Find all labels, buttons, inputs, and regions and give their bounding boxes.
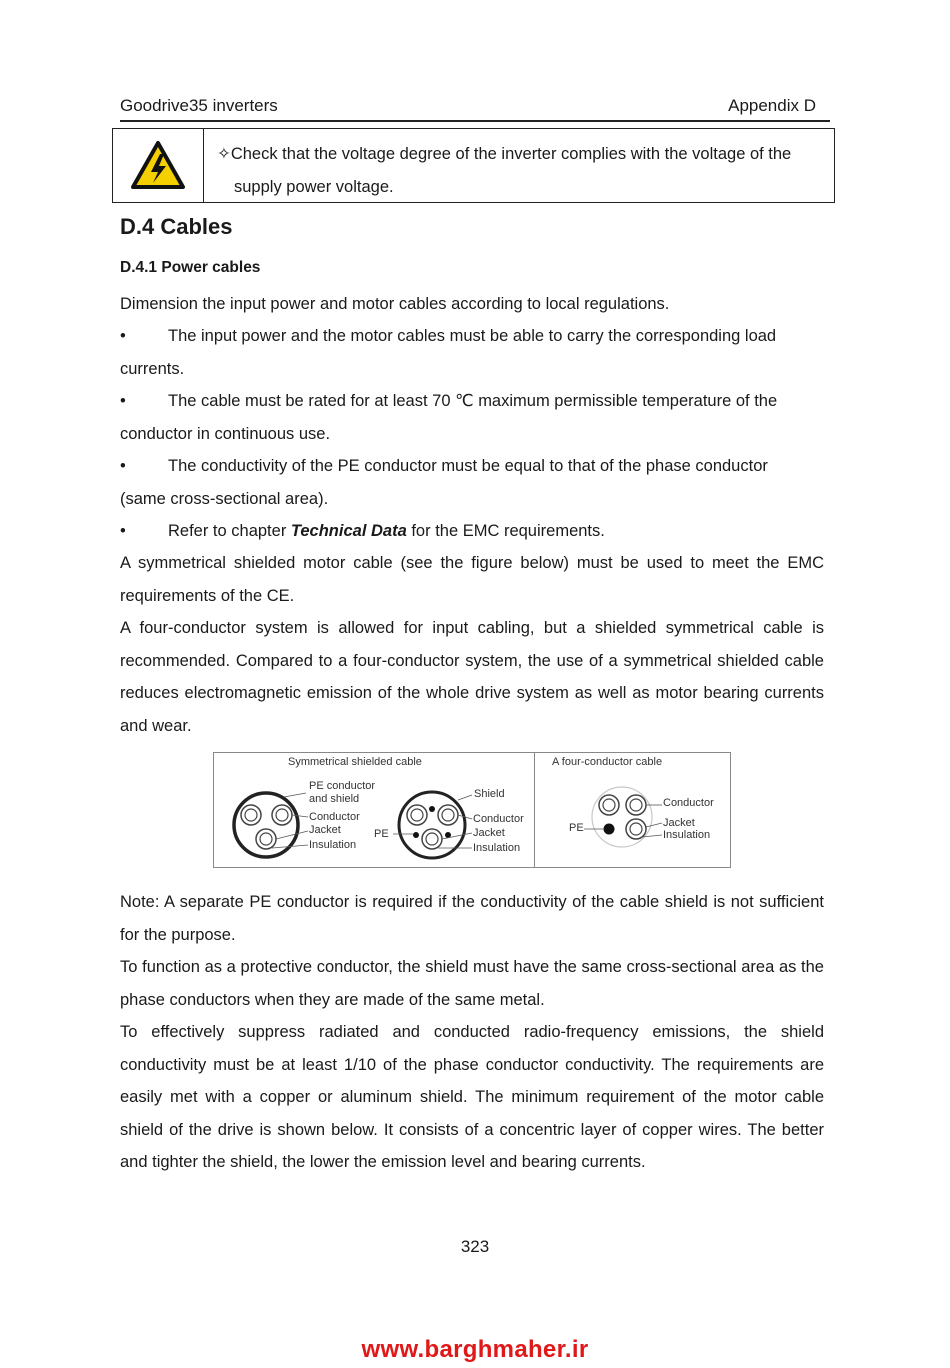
- label-conductor: Conductor: [309, 811, 360, 823]
- figure-divider: [534, 753, 535, 867]
- label-insulation: Insulation: [663, 829, 711, 841]
- chapter-reference: Technical Data: [290, 522, 407, 540]
- header-document-title: Goodrive35 inverters: [120, 96, 278, 115]
- footer-watermark-url: www.barghmaher.ir: [361, 1336, 589, 1363]
- bullet-dot: •: [120, 522, 126, 540]
- bullet-text: The cable must be rated for at least 70 ℃ maximum permissible temperature of the: [168, 392, 778, 410]
- note-paragraph: Note: A separate PE conductor is required if the conductivity of the cable shield is not sufficient for the purpose.: [120, 893, 824, 944]
- protective-conductor-paragraph: To function as a protective conductor, the shield must have the same cross-sectional area as the phase conductors when they are made of the same metal.: [120, 958, 824, 1009]
- bullet-text: The input power and the motor cables must be able to carry the corresponding load: [168, 327, 777, 345]
- label-pe: PE: [569, 822, 584, 834]
- label-and-shield: and shield: [309, 793, 360, 805]
- label-conductor: Conductor: [663, 797, 714, 809]
- label-pe: PE: [374, 828, 389, 840]
- page-header: [120, 94, 830, 122]
- cable-types-figure: [213, 752, 731, 868]
- label-jacket: Jacket: [309, 824, 341, 836]
- warning-line-1: ✧Check that the voltage degree of the inverter complies with the voltage of the: [217, 145, 792, 163]
- subsection-title: D.4.1 Power cables: [120, 259, 261, 276]
- symmetrical-cable-paragraph: A symmetrical shielded motor cable (see the figure below) must be used to meet the EMC requirements of the CE.: [120, 554, 824, 605]
- bullet-item: [120, 385, 824, 450]
- cable-cross-section-diagram: [214, 753, 730, 867]
- bullet-text-cont: currents.: [120, 359, 185, 378]
- bullet-text: The conductivity of the PE conductor must be equal to that of the phase conductor: [168, 457, 768, 475]
- bullet-item: [120, 320, 824, 385]
- label-jacket: Jacket: [473, 827, 505, 839]
- warning-text: [217, 138, 827, 204]
- four-conductor-cable-title: A four-conductor cable: [552, 756, 663, 768]
- four-conductor-paragraph: A four-conductor system is allowed for input cabling, but a shielded symmetrical cable is recommended. Compared to a four-conductor system, the use of a symmetrical shielded cable reduces electromagnetic emission of the whole drive system as well as motor bearing currents and wear.: [120, 619, 824, 735]
- high-voltage-warning-icon: [113, 129, 203, 202]
- warning-box: [112, 128, 835, 203]
- section-title: D.4 Cables: [120, 214, 233, 239]
- page-number: 323: [460, 1237, 490, 1256]
- bullet-text-cont: conductor in continuous use.: [120, 424, 331, 443]
- bullet-dot: •: [120, 392, 126, 410]
- symmetrical-cable-title: Symmetrical shielded cable: [288, 756, 422, 768]
- label-shield: Shield: [474, 788, 505, 800]
- bullet-item: [120, 450, 824, 515]
- intro-paragraph: Dimension the input power and motor cables according to local regulations.: [120, 295, 670, 313]
- label-conductor: Conductor: [473, 813, 524, 825]
- label-insulation: Insulation: [309, 839, 357, 851]
- label-insulation: Insulation: [473, 842, 521, 854]
- bullet-item: [120, 515, 824, 548]
- header-appendix-label: Appendix D: [728, 96, 816, 115]
- bullet-text: Refer to chapter: [168, 522, 291, 540]
- label-jacket: Jacket: [663, 817, 695, 829]
- emission-suppression-paragraph: To effectively suppress radiated and conducted radio-frequency emissions, the shield conductivity must be at least 1/10 of the phase conductor conductivity. The requirements are easily met with a copper or aluminum shield. The minimum requirement of the motor cable shield of the drive is shown below. It consists of a concentric layer of copper wires. The better and tighter the shield, the lower the emission level and bearing currents.: [120, 1023, 824, 1171]
- warning-line-2: supply power voltage.: [234, 178, 394, 196]
- label-pe-conductor: PE conductor: [309, 780, 376, 792]
- warning-icon-cell: [113, 129, 204, 202]
- bullet-dot: •: [120, 327, 126, 345]
- bullet-text-cont: (same cross-sectional area).: [120, 489, 329, 508]
- bullet-text-post: for the EMC requirements.: [406, 522, 605, 540]
- bullet-dot: •: [120, 457, 126, 475]
